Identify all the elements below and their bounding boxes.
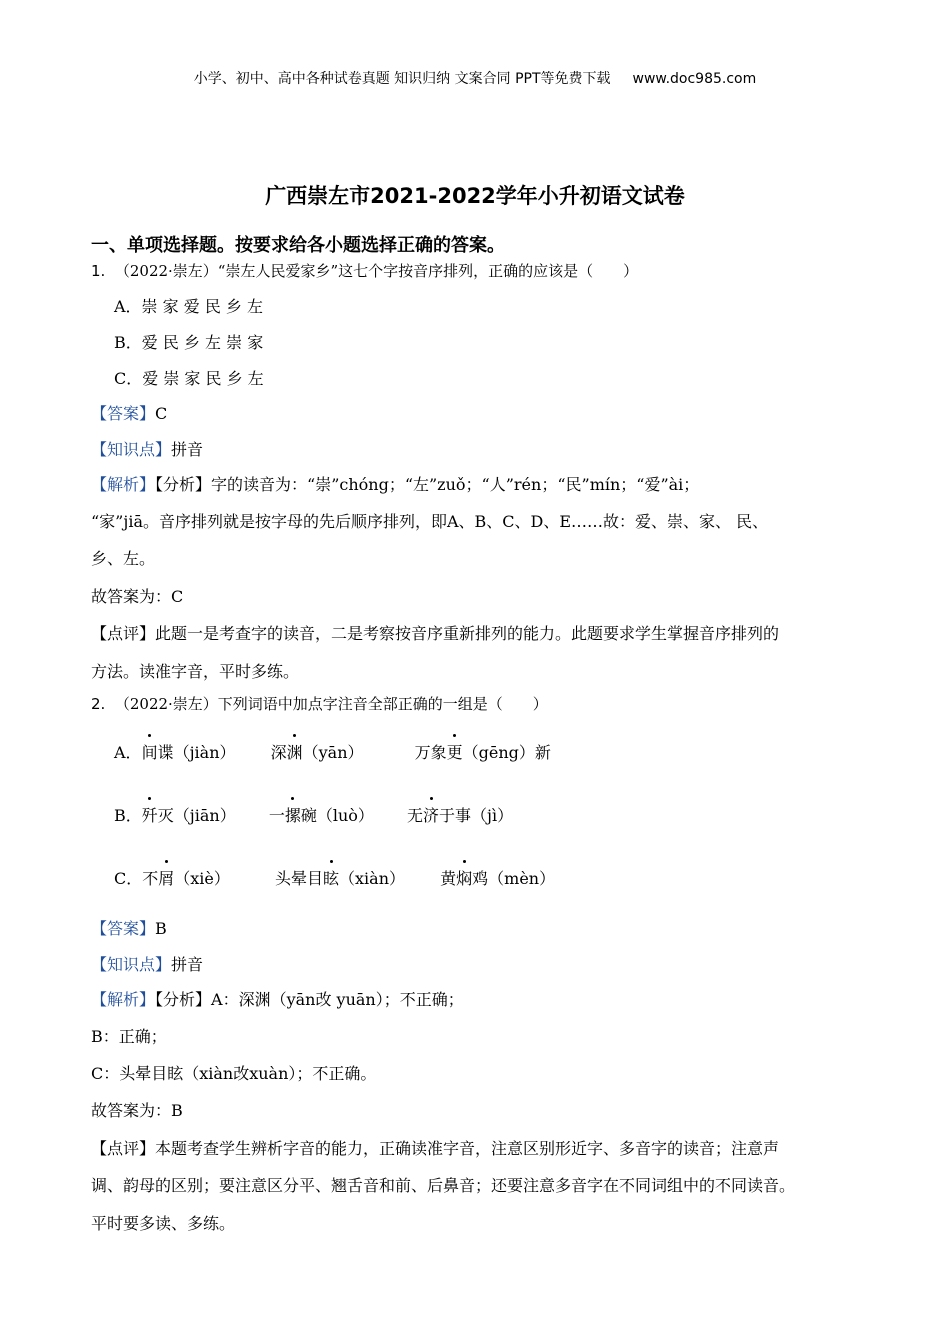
q1-knowledge-point: 【知识点】拼音 [91,440,204,459]
q2-option-b: B．歼灭（jiān） 一摞碗（luò） 无济于事（jì） [114,803,513,826]
q2-option-a: A．间谍（jiàn） 深渊（yān） 万象更（gēng）新 [114,740,551,763]
q2-comment-line2: 调、韵母的区别；要注意区分平、翘舌音和前、后鼻音；还要注意多音字在不同词组中的不同读音。 [91,1176,796,1195]
q1-comment-line2: 方法。读准字音，平时多练。 [91,662,300,681]
page-title: 广西崇左市2021-2022学年小升初语文试卷 [265,184,685,208]
q2-answer: 【答案】B [91,919,167,938]
header-url[interactable]: www.doc985.com [632,71,757,87]
q1-option-a: A．崇 家 爱 民 乡 左 [114,297,263,316]
q2-analysis-line1: 【解析】【分析】A：深渊（yān改 yuān）；不正确； [91,990,464,1009]
q2-knowledge-point: 【知识点】拼音 [91,955,204,974]
q2-analysis-line2: B：正确； [91,1027,167,1046]
header-text: 小学、初中、高中各种试卷真题 知识归纳 文案合同 PPT等免费下载 [193,71,611,87]
q2-final-answer: 故答案为：B [91,1101,183,1120]
page-header [0,68,950,88]
q2-comment-line3: 平时要多读、多练。 [91,1214,236,1233]
q1-final-answer: 故答案为：C [91,587,184,606]
q2-option-c: C．不屑（xiè） 头晕目眩（xiàn） 黄焖鸡（mèn） [114,866,555,889]
q2-comment-line1: 【点评】本题考查学生辨析字音的能力，正确读准字音，注意区别形近字、多音字的读音；注意声 [91,1139,780,1158]
q1-option-c: C．爱 崇 家 民 乡 左 [114,369,264,388]
q1-analysis-line3: 乡、左。 [91,549,156,568]
question-2-stem: 2. （2022·崇左）下列词语中加点字注音全部正确的一组是（ ） [91,695,548,713]
question-1-stem: 1. （2022·崇左）“崇左人民爱家乡”这七个字按音序排列，正确的应该是（ ） [91,262,639,280]
q1-analysis-line2: “家”jiā。音序排列就是按字母的先后顺序排列，即A、B、C、D、E……故：爱、崇、家、 民、 [91,512,769,531]
q1-analysis-line1: 【解析】【分析】字的读音为：“崇”chóng；“左”zuǒ；“人”rén；“民”mín；“爱”ài； [91,475,700,494]
q1-comment-line1: 【点评】此题一是考查字的读音，二是考察按音序重新排列的能力。此题要求学生掌握音序排列的 [91,624,780,643]
q2-analysis-line3: C：头晕目眩（xiàn改xuàn）；不正确。 [91,1064,377,1083]
q1-option-b: B．爱 民 乡 左 崇 家 [114,333,264,352]
section-heading: 一、单项选择题。按要求给各小题选择正确的答案。 [91,235,505,256]
q1-answer: 【答案】C [91,404,168,423]
